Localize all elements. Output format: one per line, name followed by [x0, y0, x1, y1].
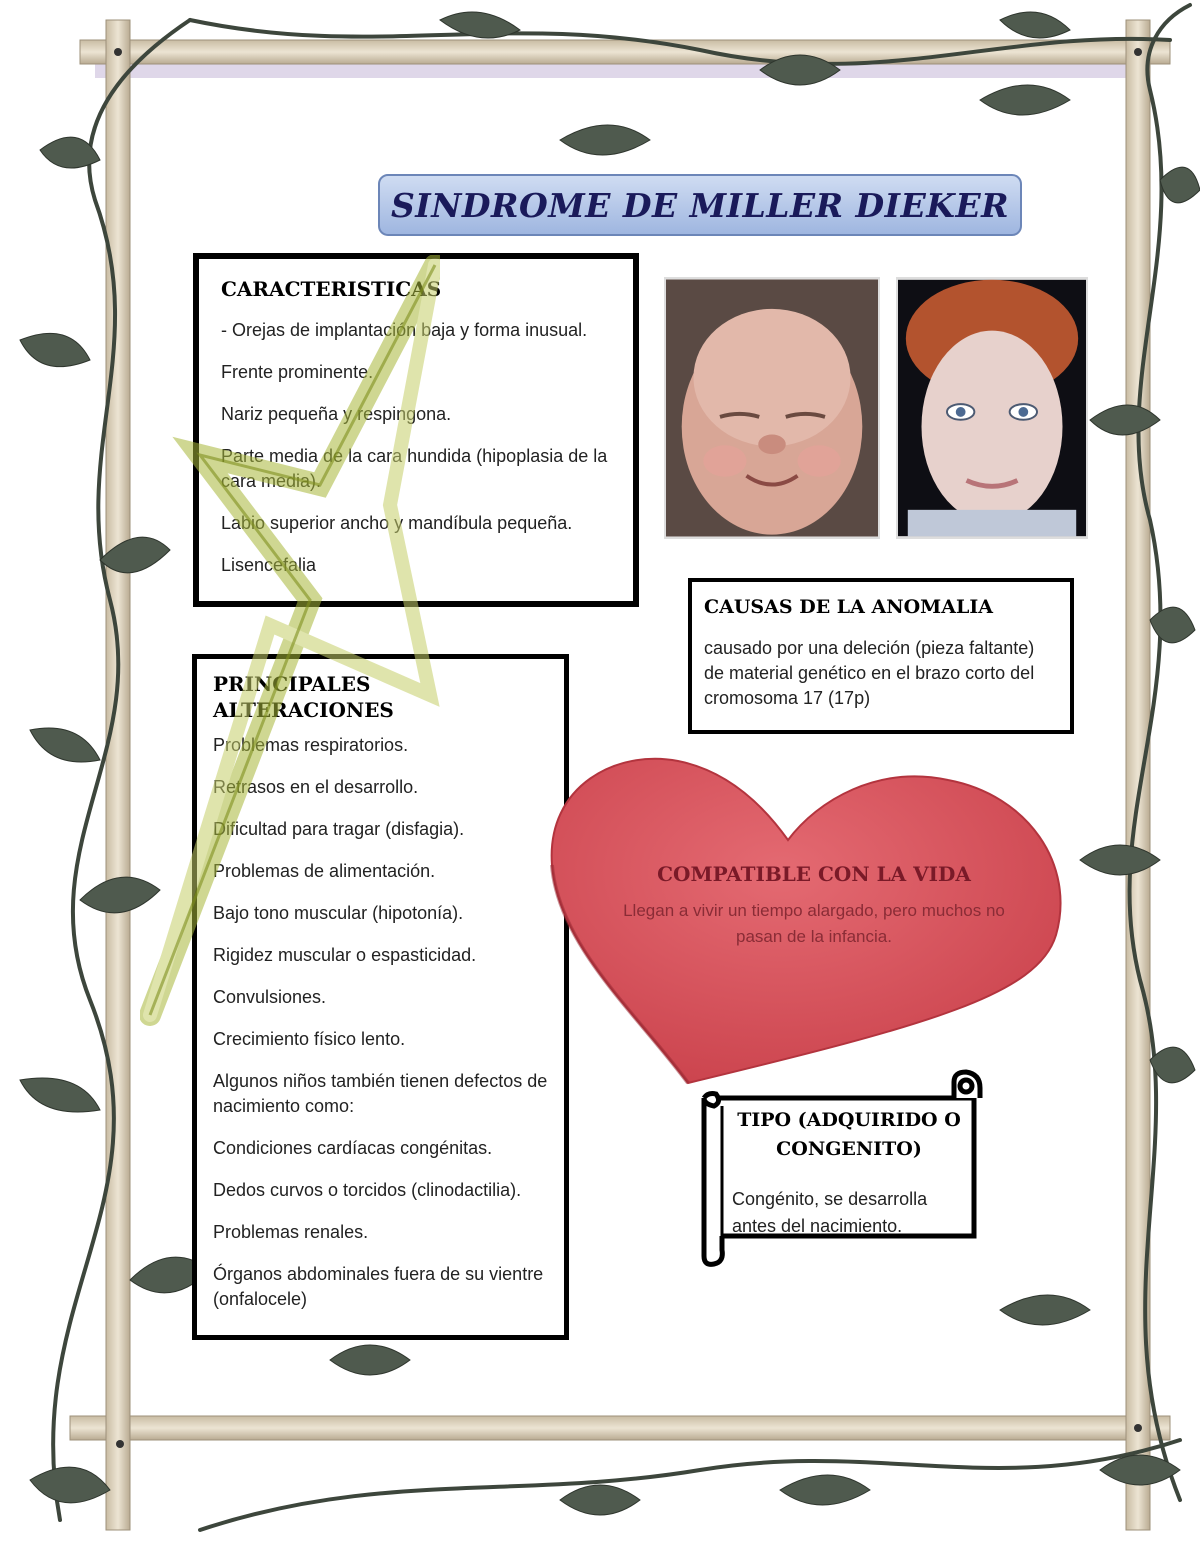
alteracion-item: Algunos niños también tienen defectos de nacimiento como: — [213, 1071, 548, 1116]
tipo-text: Congénito, se desarrolla antes del nacimiento. — [732, 1189, 928, 1236]
patient-photo-infant — [664, 277, 880, 539]
alteracion-item: Rigidez muscular o espasticidad. — [213, 945, 477, 965]
causas-heading: CAUSAS DE LA ANOMALIA — [704, 596, 993, 618]
alteracion-item: Crecimiento físico lento. — [213, 1029, 406, 1049]
caracteristica-item: Labio superior ancho y mandíbula pequeña. — [221, 513, 573, 533]
alteracion-item: Convulsiones. — [213, 987, 327, 1007]
alteracion-item: Órganos abdominales fuera de su vientre (onfalocele) — [213, 1264, 544, 1309]
caracteristica-item: Nariz pequeña y respingona. — [221, 404, 452, 424]
caracteristica-item: - Orejas de implantación baja y forma inusual. — [221, 320, 588, 340]
compatible-text: Llegan a vivir un tiempo alargado, pero muchos no pasan de la infancia. — [623, 901, 1005, 946]
alteracion-item: Problemas respiratorios. — [213, 735, 409, 755]
page-title: SINDROME DE MILLER DIEKER — [390, 185, 1010, 225]
compatible-section — [600, 862, 1028, 950]
causas-box — [688, 578, 1074, 734]
alteracion-item: Problemas de alimentación. — [213, 861, 436, 881]
alteracion-item: Retrasos en el desarrollo. — [213, 777, 419, 797]
caracteristicas-heading: CARACTERISTICAS — [221, 277, 442, 301]
alteracion-item: Dificultad para tragar (disfagia). — [213, 819, 465, 839]
tipo-heading: TIPO (ADQUIRIDO O CONGENITO) — [737, 1109, 961, 1160]
bamboo-star-decoration — [140, 255, 440, 1035]
caracteristica-item: Frente prominente. — [221, 362, 374, 382]
alteracion-item: Condiciones cardíacas congénitas. — [213, 1138, 493, 1158]
alteracion-item: Bajo tono muscular (hipotonía). — [213, 903, 464, 923]
caracteristica-item: Lisencefalia — [221, 555, 317, 575]
alteracion-item: Problemas renales. — [213, 1222, 369, 1242]
alteracion-item: Dedos curvos o torcidos (clinodactilia). — [213, 1180, 522, 1200]
alteraciones-heading: PRINCIPALES ALTERACIONES — [213, 672, 394, 722]
title-banner — [378, 174, 1022, 236]
compatible-heading: COMPATIBLE CON LA VIDA — [657, 862, 971, 886]
patient-photo-child — [896, 277, 1088, 539]
caracteristica-item: Parte media de la cara hundida (hipoplasia de la cara media). — [221, 446, 608, 491]
tipo-section — [724, 1106, 974, 1240]
causas-text: causado por una deleción (pieza faltante) de material genético en el brazo corto del cromosoma 17 (17p) — [704, 638, 1035, 708]
